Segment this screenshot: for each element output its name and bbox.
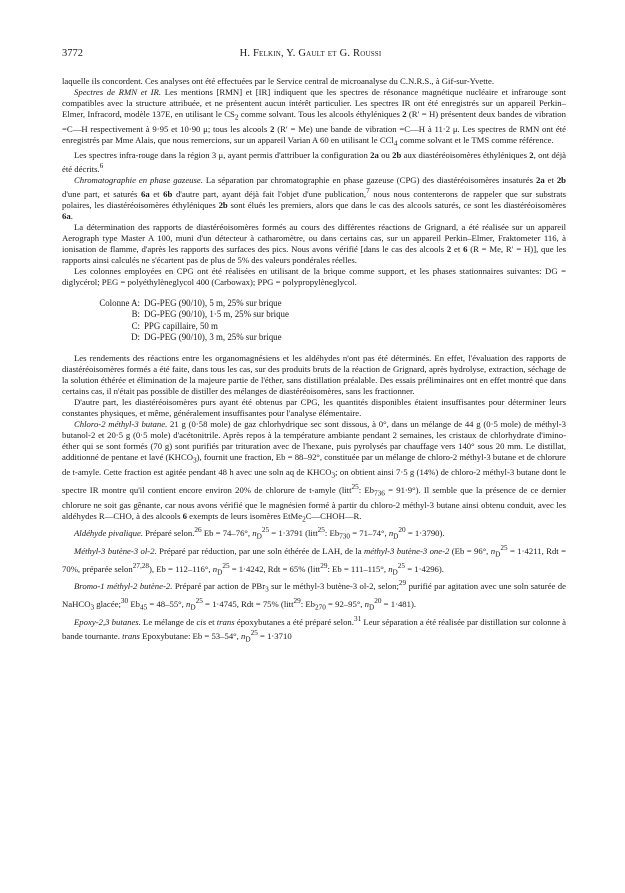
column-description: DG-PEG (90/10), 1·5 m, 25% sur brique xyxy=(144,309,289,320)
paragraph-p7: Les rendements des réactions entre les organomagnésiens et les aldéhydes n'ont pas été déterminés. En effet, l'évaluation des rapports de diastéréoisomères formés a été faite, dans tous les cas, sur des produits bruts de la réaction de Grignard, après hydrolyse, extraction, séchage de la solution éthérée et élimination de la majeure partie de l'éther, sans distillation préalable. Des essais préliminaires ont en effet montré que dans certains cas, il n'était pas possible de distiller des mélanges de diastéréoisomères, sans les fractionner. xyxy=(62,352,566,397)
paragraph-p9: Chloro-2 méthyl-3 butane. 21 g (0·58 mole) de gaz chlorhydrique sec sont dissous, à 0°, dans un mélange de 44 g (0·5 mole) de méthyl-3 butanol-2 et 20·5 g (0·5 mole) d'acétonitrile. Après repos à la température ambiante pendant 2 semaines, les cristaux de chlorhydrate d'imino-éther qui se sont formés (70 g) sont purifiés par trituration avec de l'hexane, puis pyrolysés par chauffage vers 140° sous 20 mm. Le distillat, additionné de pentane et lavé $(KHCO_3)$, fournit une fraction, Eb = 88–92°, constituée par un mélange de chloro-2 méthyl-3 butane et de chlorure de t-amyle. Cette fraction est agitée pendant 48 h avec une soln aq de $KHCO_3$; on obtient ainsi 7·5 g (14%) de chloro-2 méthyl-3 butane dont le spectre IR montre qu'il contient encore environ 20% de chlorure de t-amyle (litt$^{25}$: $Eb_{736} = 91\cdot 9^\circ$). Il semble que la présence de ce dernier chlorure ne soit gas gênante, car nous avons vérifié que le magnésien formé à partir du chloro-2 méthyl-3 butane ainsi obtenu conduit, avec les aldéhydes R—CHO, à des alcools 6 exempts de leurs isomères EtMe$_2$C—CHOH—R. xyxy=(62,419,567,524)
page xyxy=(62,48,566,645)
paragraph-p4: Chromatographie en phase gazeuse. La séparation par chromatographie en phase gazeuse (CPG) des diastéréoisomères insaturés 2a et 2b d'une part, et saturés 6a et 6b d'autre part, ayant déjà fait l'objet d'une publication,$^7$ nous nous contenterons de rappeler que sur substrats polaires, les diastéréoisomères éthyléniques 2b sont élués les premiers, alors que dans le cas des alcools saturés, ce sont les diastéréoisomères 6a. xyxy=(62,174,567,221)
column-description: DG-PEG (90/10), 3 m, 25% sur brique xyxy=(144,331,282,342)
running-head-authors: H. Felkin, Y. Gault et G. Roussi xyxy=(239,48,382,59)
column-row xyxy=(74,332,566,343)
paragraph-group-2 xyxy=(62,353,566,645)
body-text xyxy=(62,76,566,645)
column-label: D: xyxy=(131,331,140,342)
column-description: DG-PEG (90/10), 5 m, 25% sur brique xyxy=(144,298,282,309)
paragraph-p5: La détermination des rapports de diastéréoisomères formés au cours des différentes réactions de Grignard, a été réalisée sur un appareil Aerograph type Master A 100, muni d'un détecteur à catharomètre, ou dans certains cas, sur un appareil Perkin–Elmer, Fraktometer 116, à ionisation de flamme, d'après les rapports des surfaces des pics. Nous avons vérifié [dans le cas des alcools 2 et 6 (R = Me, R′ = H)], que les rapports ainsi calculés ne s'écartent pas de plus de 5% des valeurs pondérales réelles. xyxy=(62,221,566,265)
column-label: B: xyxy=(131,309,140,320)
paragraph-p8: D'autre part, les diastéréoisomères purs ayant été obtenus par CPG, les quantités disponibles étaient insuffisantes pour déterminer leurs constantes physiques, et même, généralement insuffisantes pour l'analyse élémentaire. xyxy=(62,397,566,419)
paragraph-p1: laquelle ils concordent. Ces analyses ont été effectuées par le Service central de microanalyse du C.N.R.S., à Gif-sur-Yvette. xyxy=(62,76,495,86)
column-row xyxy=(74,298,566,309)
column-row xyxy=(74,309,566,320)
paragraph-p6: Les colonnes employées en CPG ont été réalisées en utilisant de la brique comme support, et les phases stationnaires suivantes: DG = diglycérol; PEG = polyéthylèneglycol 400 (Carbowax); PPG = polypropylèneglycol. xyxy=(62,266,566,288)
paragraph-p13: Epoxy-2,3 butanes. Le mélange de cis et trans époxybutanes a été préparé selon.$^{31}$ Leur séparation a été réalisée par distillation sur colonne à bande tournante. trans Epoxybutane: Eb = 53–54°, $n_D^{25} = 1\cdot 3710$ xyxy=(62,614,566,644)
paragraph-p12: Bromo-1 méthyl-2 butène-2. Préparé par action de PBr$_3$ sur le méthyl-3 butène-3 ol-2, selon;$^{29}$ purifié par agitation avec une soln saturée de NaHCO$_3$ glacée;$^{30}$ $Eb_{45} = 48-55^\circ$, $n_D^{25} = 1\cdot 4745$, Rdt = 75% (litt$^{29}$: $Eb_{270} = 92-95^\circ$, $n_D^{20} = 1\cdot 481$). xyxy=(62,579,566,612)
column-label: C: xyxy=(131,320,140,331)
paragraph-group-1 xyxy=(62,76,566,288)
column-description: PPG capillaire, 50 m xyxy=(144,320,218,331)
paragraph-p10: Aldéhyde pivalique. Préparé selon.$^{26}$ Eb = 74–76°, $n_D^{25} = 1\cdot 3791$ (litt$^{25}$: $Eb_{730} = 71-74^\circ$, $n_D^{20} = 1\cdot 3790$). xyxy=(74,526,445,542)
paragraph-p3: Les spectres infra-rouge dans la région 3 μ, ayant permis d'attribuer la configuration 2a ou 2b aux diastéréoisomères éthyléniques 2, ont déjà été décrits.$^6$ xyxy=(62,149,566,174)
paragraph-p2: Spectres de RMN et IR. Les mentions [RMN] et [IR] indiquent que les spectres de résonance magnétique nucléaire et infrarouge sont compatibles avec la structure attribuée, et ne présentent aucun intérêt particulier. Les spectres IR ont été enregistrés sur un appareil Perkin–Elmer, Infracord, modèle 137E, en utilisant le $CS_2$ comme solvant. Tous les alcools éthyléniques 2 (R′ = H) présentent deux bandes de vibration =C—H respectivement à 9·95 et 10·90 μ; tous les alcools 2 (R′ = Me) une bande de vibration =C—H à 11·2 μ. Les spectres de RMN ont été enregistrés par Mme Alais, que nous remercions, sur un appareil Varian A 60 en utilisant le CCl$_4$ comme solvant et le TMS comme référence. xyxy=(62,87,567,148)
column-row xyxy=(74,321,566,332)
paragraph-p11: Méthyl-3 butène-3 ol-2. Préparé par réduction, par une soln éthérée de LAH, de la méthyl-3 butène-3 one-2 (Eb = 96°, $n_D^{25} = 1\cdot 4211$, Rdt = 70%, préparée selon$^{27,28}$), Eb = 112–116°, $n_D^{25} = 1\cdot 4242$, Rdt = 65% (litt$^{29}$: Eb = 111–115°, $n_D^{25} = 1\cdot 4296$). xyxy=(62,544,566,577)
running-header xyxy=(62,48,566,62)
column-list xyxy=(74,298,566,343)
column-label: Colonne A: xyxy=(99,298,140,309)
page-number: 3772 xyxy=(62,48,83,59)
